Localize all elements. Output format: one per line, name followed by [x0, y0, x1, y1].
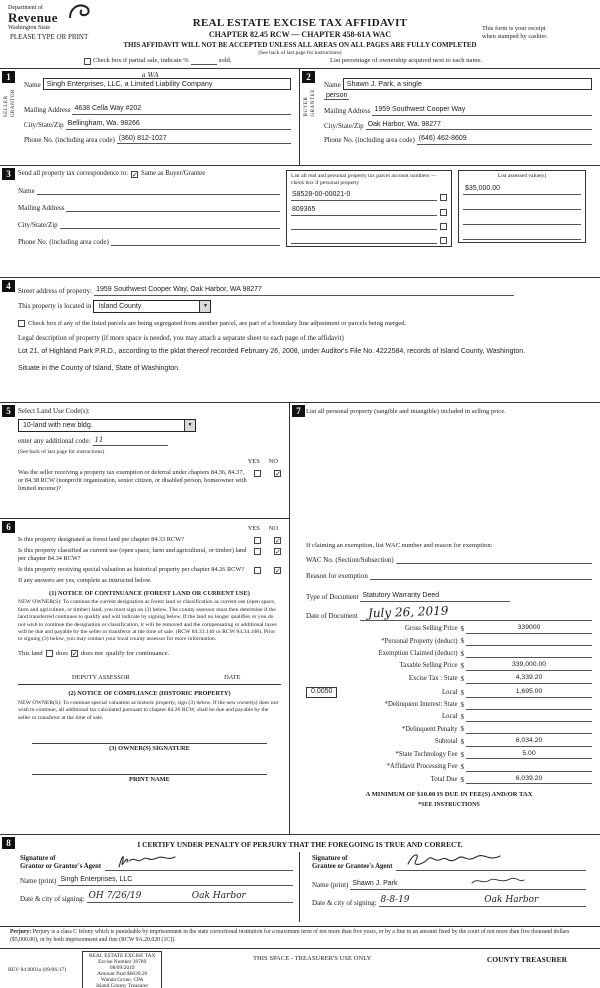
- assessed-value-2[interactable]: [463, 200, 581, 210]
- county-select[interactable]: [93, 300, 211, 313]
- seller-address-field[interactable]: 4638 Cella Way #202: [72, 105, 291, 115]
- logo-state-text: Washington State: [8, 24, 51, 31]
- forest-yes-checkbox[interactable]: [254, 537, 261, 544]
- delinquent-interest-state-value[interactable]: [466, 701, 592, 710]
- land-does-checkbox[interactable]: [46, 650, 53, 657]
- seller-side-bottom: GRANTOR: [11, 89, 17, 118]
- section-6-badge: 6: [2, 521, 15, 533]
- land-use-select-value: 10-land with new bldg.: [23, 421, 93, 429]
- buyer-name-overflow: [324, 91, 592, 101]
- if-yes-note: If any answers are yes, complete as instructed below.: [18, 576, 152, 584]
- parties-sections: [0, 68, 600, 165]
- print-name-label: PRINT NAME: [129, 776, 170, 784]
- this-land-label: This land: [18, 649, 43, 657]
- legal-description-text[interactable]: Lot 21, of Highland Park P.R.D., according to the pklat thereof recorded February 26, 2008, under Auditor's File No. 4222584, records of Island County, Washington.: [18, 347, 526, 355]
- buyer-name-value: Shawn J. Park, a single: [346, 79, 422, 88]
- current-use-question: Is this property classified as current use (open space, farm and agricultural, or timber) land per chapter 84.34 RCW?: [18, 547, 247, 562]
- street-address-field[interactable]: 1959 Southwest Cooper Way, Oak Harbor, WA 98277: [94, 286, 514, 296]
- see-back-note: (See back of last page for instructions): [258, 50, 342, 56]
- classification-section: [0, 518, 289, 834]
- yes-no-header: [18, 458, 281, 466]
- money-row: Excise Tax : State $ 4,339.20: [306, 674, 592, 683]
- document-date-label: Date of Document: [306, 612, 358, 621]
- assessed-value-1[interactable]: $35,000.00: [463, 185, 581, 195]
- owner-signature-label: (3) OWNER(S) SIGNATURE: [109, 745, 190, 753]
- buyer-citystatezip-label: City/State/Zip: [324, 121, 364, 130]
- land-does-not-checkbox[interactable]: ✓: [71, 650, 78, 659]
- money-row: Gross Selling Price $ 339000: [306, 624, 592, 633]
- exemption-claimed-value[interactable]: [466, 649, 592, 658]
- parcel-row: [291, 191, 447, 201]
- seller-side-label: [4, 89, 18, 117]
- assessed-value-3[interactable]: [463, 215, 581, 225]
- middle-columns: [0, 402, 600, 834]
- situate-text: Situate in the County of Island, State of Washington.: [18, 365, 181, 373]
- rev-number: REV 84 0001a (09/06/17): [8, 967, 67, 973]
- owner-signature-line[interactable]: [32, 732, 267, 744]
- correspondence-address-label: Mailing Address: [18, 203, 65, 212]
- seller-citystatezip-field[interactable]: Bellingham, Wa. 98266: [66, 120, 291, 130]
- parcel-numbers-header: List all real and personal property tax parcel account numbers — check box if personal property: [291, 173, 437, 186]
- state-technology-fee-value[interactable]: 5.00: [466, 750, 592, 759]
- street-address-label: Street address of property:: [18, 287, 93, 295]
- parcel-number-3[interactable]: [291, 221, 437, 230]
- buyer-side-bottom: GRANTEE: [311, 89, 317, 117]
- parcel-row: [291, 235, 447, 244]
- form-footer: [0, 948, 600, 988]
- correspondence-name-field[interactable]: [37, 186, 280, 195]
- personal-property-label: List all personal property (tangible and intangible) included in selling price.: [306, 408, 506, 415]
- deferral-question: Was the seller receiving a property tax exemption or deferral under chapters 84.36, 84.37, or 84.38 RCW (nonprofit organization, senior citizen, or disabled person, homeowner with limited income)?: [18, 469, 247, 493]
- seller-name-insert: a WA: [141, 71, 159, 79]
- grantor-sig-label-1: Signature of: [20, 854, 56, 862]
- ownership-note: List percentage of ownership acquired next to each name.: [330, 57, 483, 64]
- buyer-address-field[interactable]: 1959 Southwest Cooper Way: [372, 106, 592, 116]
- money-row: Exemption Claimed (deduct) $: [306, 649, 592, 658]
- forest-question: Is this property designated as forest land per chapter 84.33 RCW?: [18, 536, 184, 543]
- form-header: [0, 0, 600, 68]
- does-label: does: [55, 649, 68, 657]
- seller-side-top: SELLER: [4, 95, 9, 118]
- see-back-note-5: (See back of last page for instructions): [18, 448, 105, 455]
- correspondence-phone-field[interactable]: [111, 237, 280, 246]
- buyer-section: [300, 69, 600, 165]
- stamp-line-5: Wanda Grone, CPA: [101, 977, 144, 984]
- document-type-label: Type of Document: [306, 593, 359, 602]
- buyer-name-overflow-value[interactable]: person: [326, 92, 348, 99]
- excise-tax-state-value[interactable]: 4,339.20: [466, 674, 592, 683]
- grantor-name-print-label: Name (print): [20, 877, 57, 886]
- seller-phone-label: Phone No. (including area code): [24, 135, 115, 144]
- buyer-phone-label: Phone No. (including area code): [324, 136, 415, 145]
- deputy-assessor-row: [18, 674, 281, 682]
- wac-number-field[interactable]: [396, 555, 592, 564]
- grantee-name-print-label: Name (print): [312, 881, 349, 890]
- logo-dept-text: Department of: [8, 5, 43, 11]
- located-in-label: This property is located in: [18, 301, 92, 310]
- deputy-assessor-label: DEPUTY ASSESSOR: [71, 674, 130, 682]
- grantee-signature-field[interactable]: [396, 853, 586, 871]
- local-rate-box: 0.0050: [306, 687, 337, 698]
- money-row: *State Technology Fee $ 5.00: [306, 750, 592, 759]
- logo-revenue-text: Revenue: [8, 10, 58, 26]
- personal-property-blank-area[interactable]: [306, 416, 592, 542]
- seller-address-label: Mailing Address: [24, 106, 71, 114]
- stamp-line-2: Excise Number 39789: [98, 959, 147, 966]
- grantor-date-field[interactable]: OH 7/26/19: [87, 891, 190, 903]
- money-row: Local $: [306, 713, 592, 722]
- yes-no-header-6: [18, 525, 281, 533]
- additional-code-label: enter any additional code:: [18, 436, 91, 445]
- notice-compliance-body: NEW OWNER(S): To continue special valuation as historic property, sign (3) below. If the new owner(s) does not wish to continue, all additional tax calculated pursuant to chapter 84.26 RCW, shall be due and payable by the seller or transferor at the time of sale.: [18, 699, 279, 721]
- subtotal-value[interactable]: 6,034.20: [466, 737, 592, 746]
- partial-sale-checkbox[interactable]: [84, 58, 91, 65]
- forest-question-row: [18, 536, 281, 544]
- type-or-print-note: PLEASE TYPE OR PRINT: [10, 33, 89, 41]
- grantee-name-print-field[interactable]: Shawn J. Park: [350, 880, 468, 890]
- stamp-line-1: REAL ESTATE EXCISE TAX: [89, 953, 156, 959]
- buyer-phone-field[interactable]: (646) 462-8609: [417, 135, 592, 145]
- seller-name-value: Singh Enterprises, LLC, a Limited Liability Company: [46, 79, 213, 88]
- parcel-4-personal-checkbox[interactable]: [440, 237, 447, 244]
- seller-citystatezip-label: City/State/Zip: [24, 120, 64, 129]
- certification-section: [0, 834, 600, 926]
- parcel-numbers-box: [286, 170, 452, 247]
- qualify-label: qualify for continuance.: [106, 649, 170, 657]
- chevron-down-icon[interactable]: ▼: [184, 420, 195, 431]
- current-use-question-row: [18, 547, 281, 563]
- delinquent-penalty-value[interactable]: [466, 725, 592, 734]
- section-1-badge: 1: [2, 71, 15, 83]
- grantee-city-field[interactable]: Oak Harbor: [482, 895, 586, 907]
- buyer-citystatezip-field[interactable]: Oak Harbor, Wa. 98277: [366, 121, 592, 131]
- receipt-note-line2: when stamped by cashier.: [482, 33, 548, 41]
- current-use-yes-checkbox[interactable]: [254, 548, 261, 555]
- stamp-line-3: 08/09/2019: [109, 965, 135, 972]
- land-use-section: [0, 403, 289, 518]
- grantor-name-print-field[interactable]: Singh Enterprises, LLC: [58, 876, 293, 886]
- parcel-number-4[interactable]: [291, 235, 437, 244]
- buyer-address-label: Mailing Address: [324, 106, 371, 115]
- perjury-notice: [0, 926, 600, 948]
- stamp-line-4: Amount Paid $6039.20: [97, 971, 148, 978]
- grantor-signature-block: [8, 852, 300, 922]
- buyer-side-label: [304, 89, 318, 117]
- grantor-signature-ink: [113, 852, 185, 870]
- grantee-signature-ink: [404, 850, 504, 870]
- excise-tax-local-value[interactable]: 1,695.00: [466, 688, 592, 697]
- no-label-6: NO: [268, 525, 278, 532]
- seller-name-label: Name: [24, 81, 41, 90]
- section-5-badge: 5: [2, 405, 15, 417]
- land-use-select[interactable]: [18, 419, 196, 432]
- section-3-badge: 3: [2, 168, 15, 180]
- partial-sale-label: Check box if partial sale, indicate %: [93, 57, 189, 64]
- assessed-values-header: List assessed value(s): [497, 173, 547, 179]
- receipt-note-line1: This form is your receipt: [482, 25, 546, 32]
- wac-label: WAC No. (Section/Subsection): [306, 555, 394, 564]
- reason-label: Reason for exemption: [306, 571, 368, 580]
- parcel-1-personal-checkbox[interactable]: [440, 194, 447, 201]
- property-section: [0, 277, 600, 402]
- money-row: Total Due $ 6,039.20: [306, 775, 592, 784]
- grantee-name-scribble: [470, 876, 526, 886]
- money-row: 0.0050 Local $ 1,695.00: [306, 687, 592, 698]
- treasurer-stamp: [82, 951, 162, 988]
- notice-continuance-body: NEW OWNER(S): To continue the current designation as forest land or classification as current use (open space, farm and agriculture, or timber) land, you must sign on (3) below. The county assessor must then determine if the land transferred continues to qualify and will indicate by signing below. If the land no longer qualifies or you do not wish to continue the designation or classification, it will be removed and the compensating or additional taxes will be due and payable by the seller or transferor at the time of sale. (RCW 84.33.140 or RCW 84.34.108). Prior to signing (3) below, you may contact your local county assessor for more information.: [18, 599, 277, 643]
- deferral-yes-checkbox[interactable]: [254, 470, 261, 477]
- gross-selling-price-value[interactable]: 339000: [466, 624, 592, 633]
- receipt-note: [482, 25, 592, 42]
- parcel-row: [291, 206, 447, 216]
- correspondence-fields: [18, 170, 280, 277]
- section-7-badge: 7: [292, 405, 305, 417]
- notice-continuance-title: (1) NOTICE OF CONTINUANCE (FOREST LAND OR CURRENT USE): [49, 589, 250, 597]
- does-not-label: does not: [80, 649, 103, 657]
- grantee-sig-label-2: Grantee or Grantee's Agent: [312, 863, 393, 871]
- segregated-checkbox[interactable]: [18, 320, 25, 327]
- certify-statement: I CERTIFY UNDER PENALTY OF PERJURY THAT THE FOREGOING IS TRUE AND CORRECT.: [137, 840, 463, 849]
- perjury-body: Perjury is a class C felony which is punishable by imprisonment in the state correctional institution for a maximum term of not more than five years, or by a fine in an amount fixed by the court of not more than five thousand dollars ($5,000.00), or by both imprisonment and fine (RCW 9A.20.020 (1C)).: [10, 929, 570, 943]
- document-date-value: July 26, 2019: [367, 603, 449, 621]
- segregated-label: Check box if any of the listed parcels are being segregated from another parcel, are part of a boundary line adjustment or parcels being merged.: [28, 319, 407, 327]
- grantee-sig-label-1: Signature of: [312, 854, 348, 862]
- correspondence-phone-label: Phone No. (including area code): [18, 237, 109, 246]
- yes-label-6: YES: [247, 525, 260, 532]
- grantee-date-field[interactable]: 8-8-19: [379, 895, 483, 907]
- send-correspondence-label: Send all property tax correspondence to:: [18, 170, 129, 177]
- chevron-down-icon[interactable]: ▼: [199, 301, 210, 312]
- buyer-name-field[interactable]: [343, 78, 592, 90]
- historic-question-row: [18, 566, 281, 574]
- correspondence-name-label: Name: [18, 186, 35, 195]
- document-type-field[interactable]: Statutory Warranty Deed: [360, 592, 510, 602]
- money-row: *Delinquent Penalty $: [306, 725, 592, 734]
- seller-section: [0, 69, 300, 165]
- no-label: NO: [268, 458, 278, 466]
- parcel-2-personal-checkbox[interactable]: [440, 209, 447, 216]
- taxable-selling-price-value[interactable]: 339,000.00: [466, 661, 592, 670]
- seller-name-overflow: [24, 91, 291, 100]
- minimum-due-note: A MINIMUM OF $10.00 IS DUE IN FEE(S) AND/OR TAX: [365, 791, 533, 799]
- legal-description-label: Legal description of property (if more space is needed, you may attach a separate sheet to each page of the affidavit): [18, 333, 344, 342]
- correspondence-citystatezip-field[interactable]: [60, 220, 280, 229]
- divider: [18, 684, 281, 685]
- exemption-label: If claiming an exemption, list WAC number and reason for exemption:: [306, 542, 493, 550]
- forest-no-checkbox[interactable]: ✓: [275, 537, 281, 545]
- same-as-buyer-checkbox[interactable]: ✓: [132, 170, 138, 179]
- historic-no-checkbox[interactable]: ✓: [275, 566, 281, 575]
- grantor-signature-field[interactable]: [105, 853, 293, 871]
- correspondence-citystatezip-label: City/State/Zip: [18, 220, 58, 229]
- money-row: *Personal Property (deduct) $: [306, 637, 592, 646]
- grantor-city-field[interactable]: Oak Harbor: [190, 891, 293, 903]
- continuance-qualify-row: [18, 650, 281, 658]
- parcel-3-personal-checkbox[interactable]: [440, 223, 447, 230]
- see-instructions-note: *SEE INSTRUCTIONS: [418, 801, 480, 808]
- delinquent-interest-local-value[interactable]: [466, 713, 592, 722]
- same-as-buyer-label: Same as Buyer/Grantee: [141, 170, 206, 177]
- current-use-no-checkbox[interactable]: ✓: [275, 548, 281, 556]
- parcel-row: [291, 221, 447, 230]
- correspondence-address-field[interactable]: [66, 203, 280, 212]
- date-label: DATE: [224, 674, 241, 682]
- grantee-signature-block: [300, 852, 592, 922]
- left-column: [0, 403, 290, 834]
- county-treasurer-label: COUNTY TREASURER: [486, 955, 568, 964]
- completion-warning: THIS AFFIDAVIT WILL NOT BE ACCEPTED UNLESS ALL AREAS ON ALL PAGES ARE FULLY COMPLETED: [123, 41, 477, 49]
- form-chapter: CHAPTER 82.45 RCW — CHAPTER 458-61A WAC: [208, 30, 392, 39]
- deferral-question-row: [18, 469, 281, 493]
- section-8-badge: 8: [2, 837, 15, 849]
- seller-name-field[interactable]: [43, 71, 291, 90]
- money-row: *Affidavit Processing Fee $: [306, 763, 592, 772]
- print-name-line[interactable]: [32, 763, 267, 775]
- form-title: REAL ESTATE EXCISE TAX AFFIDAVIT: [192, 17, 408, 29]
- assessed-values-box: [458, 170, 586, 243]
- money-row: Subtotal $ 6,034.20: [306, 737, 592, 746]
- grantee-date-city-label: Date & city of signing:: [312, 898, 377, 907]
- partial-sale-percent-field[interactable]: [191, 57, 217, 65]
- notice-compliance-title: (2) NOTICE OF COMPLIANCE (HISTORIC PROPERTY): [68, 690, 231, 698]
- deferral-no-checkbox[interactable]: ✓: [275, 470, 281, 479]
- grantor-date-city-label: Date & city of signing:: [20, 894, 85, 903]
- county-select-value: Island County: [98, 302, 142, 310]
- parcel-number-2[interactable]: 809365: [291, 206, 437, 216]
- land-use-label: Select Land Use Code(s):: [18, 407, 90, 415]
- partial-sale-row: [84, 57, 231, 65]
- additional-code-field[interactable]: 11: [93, 436, 169, 446]
- yes-label: YES: [247, 458, 260, 466]
- personal-property-deduct-value[interactable]: [466, 637, 592, 646]
- historic-question: Is this property receiving special valuation as historical property per chapter 84.26 RCW?: [18, 565, 245, 573]
- buyer-side-top: BUYER: [304, 96, 309, 117]
- tax-computation-section: [290, 403, 600, 834]
- grantee-name-scribble-area: [468, 876, 586, 890]
- assessed-value-4[interactable]: [463, 230, 581, 240]
- perjury-lead: Perjury:: [10, 929, 32, 935]
- section-4-badge: 4: [2, 280, 15, 292]
- parcel-number-1[interactable]: S8528-00-00021-0: [291, 191, 437, 201]
- seller-phone-field[interactable]: (360) 812-1027: [117, 135, 291, 145]
- correspondence-section: [0, 165, 600, 277]
- grantor-sig-label-2: Grantor or Grantor's Agent: [20, 863, 102, 871]
- partial-sale-sold-label: sold.: [218, 57, 232, 64]
- section-2-badge: 2: [302, 71, 315, 83]
- money-row: *Delinquent Interest: State $: [306, 701, 592, 710]
- total-due-value[interactable]: 6,039.20: [466, 775, 592, 784]
- historic-yes-checkbox[interactable]: [254, 567, 261, 574]
- treasurer-space-label: THIS SPACE - TREASURER'S USE ONLY: [253, 955, 372, 962]
- money-row: Taxable Selling Price $ 339,000.00: [306, 661, 592, 670]
- affidavit-processing-fee-value[interactable]: [466, 763, 592, 772]
- exemption-reason-field[interactable]: [370, 571, 592, 580]
- stamp-line-6: Island County Treasurer: [96, 983, 149, 988]
- document-date-field[interactable]: [360, 605, 592, 621]
- buyer-name-label: Name: [324, 81, 341, 90]
